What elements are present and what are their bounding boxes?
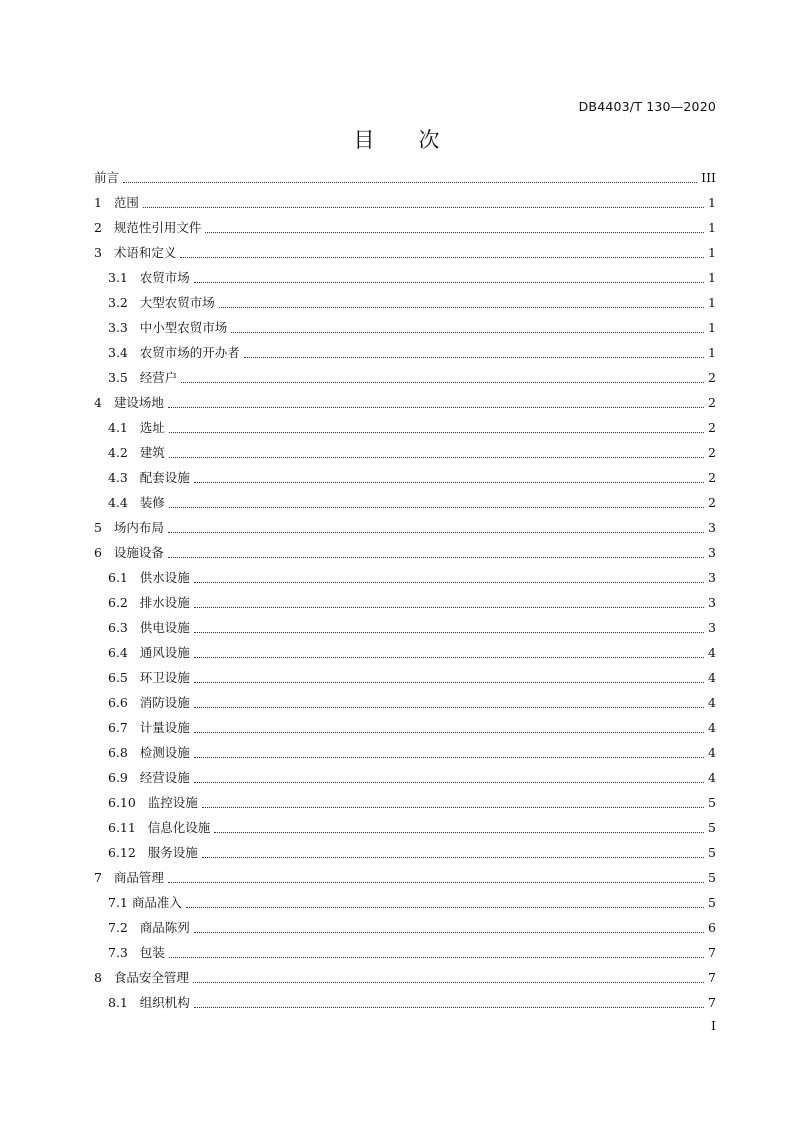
toc-dot-leader xyxy=(168,532,704,533)
toc-entry-page: 1 xyxy=(708,245,716,260)
toc-entry-label: 6.7 计量设施 xyxy=(108,720,190,735)
toc-entry[interactable] xyxy=(94,640,716,665)
toc-entry-page: 1 xyxy=(708,195,716,210)
toc-entry[interactable] xyxy=(94,915,716,940)
toc-dot-leader xyxy=(194,607,704,608)
toc-entry[interactable] xyxy=(94,965,716,990)
toc-entry-label: 6.8 检测设施 xyxy=(108,745,190,760)
toc-entry-label: 7.3 包装 xyxy=(108,945,165,960)
toc-dot-leader xyxy=(231,332,704,333)
toc-entry[interactable] xyxy=(94,265,716,290)
toc-entry-page: 5 xyxy=(708,895,716,910)
toc-entry[interactable] xyxy=(94,990,716,1015)
toc-entry-label: 3.4 农贸市场的开办者 xyxy=(108,345,240,360)
toc-entry-page: 7 xyxy=(708,945,716,960)
toc-dot-leader xyxy=(194,932,704,933)
toc-dot-leader xyxy=(169,432,704,433)
toc-entry[interactable] xyxy=(94,315,716,340)
toc-dot-leader xyxy=(194,682,704,683)
toc-entry-page: III xyxy=(701,170,716,185)
toc-entry-label: 7.1 商品准入 xyxy=(108,895,182,910)
toc-entry[interactable] xyxy=(94,765,716,790)
toc-dot-leader xyxy=(194,1007,704,1008)
toc-entry[interactable] xyxy=(94,890,716,915)
toc-entry-label: 4.4 装修 xyxy=(108,495,165,510)
toc-entry-label: 4.1 选址 xyxy=(108,420,165,435)
toc-entry-page: 1 xyxy=(708,295,716,310)
toc-entry-label: 6.9 经营设施 xyxy=(108,770,190,785)
toc-entry-page: 1 xyxy=(708,220,716,235)
toc-dot-leader xyxy=(169,957,704,958)
toc-dot-leader xyxy=(193,982,704,983)
toc-dot-leader xyxy=(202,807,704,808)
toc-entry-page: 3 xyxy=(708,545,716,560)
toc-entry[interactable] xyxy=(94,940,716,965)
toc-dot-leader xyxy=(202,857,704,858)
toc-entry[interactable] xyxy=(94,815,716,840)
toc-dot-leader xyxy=(194,732,704,733)
toc-dot-leader xyxy=(168,407,704,408)
toc-entry-page: 5 xyxy=(708,795,716,810)
toc-dot-leader xyxy=(194,282,704,283)
toc-entry-page: 5 xyxy=(708,870,716,885)
toc-entry-label: 2 规范性引用文件 xyxy=(94,220,202,235)
toc-entry-label: 6 设施设备 xyxy=(94,545,164,560)
toc-entry-label: 6.6 消防设施 xyxy=(108,695,190,710)
toc-dot-leader xyxy=(180,257,704,258)
toc-entry-page: 7 xyxy=(708,995,716,1010)
toc-dot-leader xyxy=(123,182,697,183)
toc-entry[interactable] xyxy=(94,340,716,365)
toc-entry-page: 3 xyxy=(708,570,716,585)
toc-entry[interactable] xyxy=(94,365,716,390)
toc-entry-label: 3.2 大型农贸市场 xyxy=(108,295,215,310)
toc-dot-leader xyxy=(168,882,704,883)
title-char-1: 目 xyxy=(353,128,375,152)
toc-entry-page: 2 xyxy=(708,420,716,435)
toc-dot-leader xyxy=(194,482,704,483)
toc-entry-label: 6.1 供水设施 xyxy=(108,570,190,585)
toc-entry-page: 4 xyxy=(708,745,716,760)
toc-entry-page: 1 xyxy=(708,345,716,360)
toc-dot-leader xyxy=(244,357,704,358)
toc-dot-leader xyxy=(194,632,704,633)
toc-entry[interactable] xyxy=(94,540,716,565)
toc-entry-page: 2 xyxy=(708,495,716,510)
toc-entry[interactable] xyxy=(94,715,716,740)
toc-entry[interactable] xyxy=(94,415,716,440)
toc-dot-leader xyxy=(194,757,704,758)
toc-entry-label: 3.1 农贸市场 xyxy=(108,270,190,285)
toc-entry[interactable] xyxy=(94,840,716,865)
toc-dot-leader xyxy=(169,507,704,508)
toc-dot-leader xyxy=(214,832,704,833)
toc-dot-leader xyxy=(194,707,704,708)
toc-entry[interactable] xyxy=(94,515,716,540)
toc-entry-label: 3.3 中小型农贸市场 xyxy=(108,320,228,335)
toc-entry-page: 2 xyxy=(708,470,716,485)
toc-entry-label: 6.5 环卫设施 xyxy=(108,670,190,685)
toc-entry[interactable] xyxy=(94,690,716,715)
toc-dot-leader xyxy=(186,907,704,908)
toc-entry-page: 6 xyxy=(708,920,716,935)
toc-entry[interactable] xyxy=(94,565,716,590)
toc-entry-label: 8.1 组织机构 xyxy=(108,995,190,1010)
toc-entry-page: 4 xyxy=(708,770,716,785)
toc-dot-leader xyxy=(205,232,704,233)
toc-dot-leader xyxy=(181,382,704,383)
toc-dot-leader xyxy=(194,582,704,583)
toc-entry[interactable] xyxy=(94,465,716,490)
toc-entry[interactable] xyxy=(94,740,716,765)
toc-dot-leader xyxy=(143,207,704,208)
toc-entry-label: 4.3 配套设施 xyxy=(108,470,190,485)
toc-entry-page: 1 xyxy=(708,320,716,335)
toc-entry-page: 3 xyxy=(708,595,716,610)
toc-entry-page: 3 xyxy=(708,520,716,535)
toc-entry-page: 5 xyxy=(708,845,716,860)
toc-entry-label: 3 术语和定义 xyxy=(94,245,177,260)
toc-entry-page: 7 xyxy=(708,970,716,985)
toc-entry-label: 1 范围 xyxy=(94,195,139,210)
page-title xyxy=(0,124,793,154)
toc-entry[interactable] xyxy=(94,390,716,415)
toc-entry-label: 5 场内布局 xyxy=(94,520,164,535)
toc-entry[interactable] xyxy=(94,490,716,515)
toc-entry-label: 4.2 建筑 xyxy=(108,445,165,460)
toc-entry[interactable] xyxy=(94,290,716,315)
toc-entry[interactable] xyxy=(94,590,716,615)
toc-dot-leader xyxy=(194,782,704,783)
toc-entry-label: 7.2 商品陈列 xyxy=(108,920,190,935)
toc-entry-page: 4 xyxy=(708,670,716,685)
toc-entry-page: 4 xyxy=(708,645,716,660)
toc-entry-label: 6.3 供电设施 xyxy=(108,620,190,635)
toc-dot-leader xyxy=(219,307,704,308)
toc-entry[interactable] xyxy=(94,665,716,690)
toc-entry-page: 1 xyxy=(708,270,716,285)
toc-entry-label: 6.10 监控设施 xyxy=(108,795,198,810)
standard-code: DB4403/T 130—2020 xyxy=(578,99,716,114)
toc-entry-label: 6.4 通风设施 xyxy=(108,645,190,660)
title-char-2: 次 xyxy=(418,128,440,152)
toc-entry-label: 6.2 排水设施 xyxy=(108,595,190,610)
toc-entry-label: 4 建设场地 xyxy=(94,395,164,410)
toc-entry-page: 2 xyxy=(708,445,716,460)
toc-entry-label: 8 食品安全管理 xyxy=(94,970,189,985)
toc-dot-leader xyxy=(194,657,704,658)
page-number: I xyxy=(711,1018,716,1033)
toc-entry[interactable] xyxy=(94,615,716,640)
toc-entry[interactable] xyxy=(94,240,716,265)
toc-entry[interactable] xyxy=(94,165,716,190)
toc-entry-page: 4 xyxy=(708,720,716,735)
toc-entry-page: 4 xyxy=(708,695,716,710)
toc-dot-leader xyxy=(168,557,704,558)
toc-entry-page: 2 xyxy=(708,370,716,385)
toc-entry[interactable] xyxy=(94,215,716,240)
toc-entry-page: 3 xyxy=(708,620,716,635)
toc-entry-page: 5 xyxy=(708,820,716,835)
toc-entry[interactable] xyxy=(94,790,716,815)
toc-entry[interactable] xyxy=(94,190,716,215)
table-of-contents xyxy=(94,165,716,1015)
toc-entry-label: 6.11 信息化设施 xyxy=(108,820,211,835)
toc-entry[interactable] xyxy=(94,440,716,465)
toc-entry-label: 前言 xyxy=(94,170,120,185)
toc-entry-page: 2 xyxy=(708,395,716,410)
toc-dot-leader xyxy=(169,457,704,458)
toc-entry-label: 3.5 经营户 xyxy=(108,370,178,385)
toc-entry-label: 6.12 服务设施 xyxy=(108,845,198,860)
toc-entry[interactable] xyxy=(94,865,716,890)
toc-entry-label: 7 商品管理 xyxy=(94,870,164,885)
